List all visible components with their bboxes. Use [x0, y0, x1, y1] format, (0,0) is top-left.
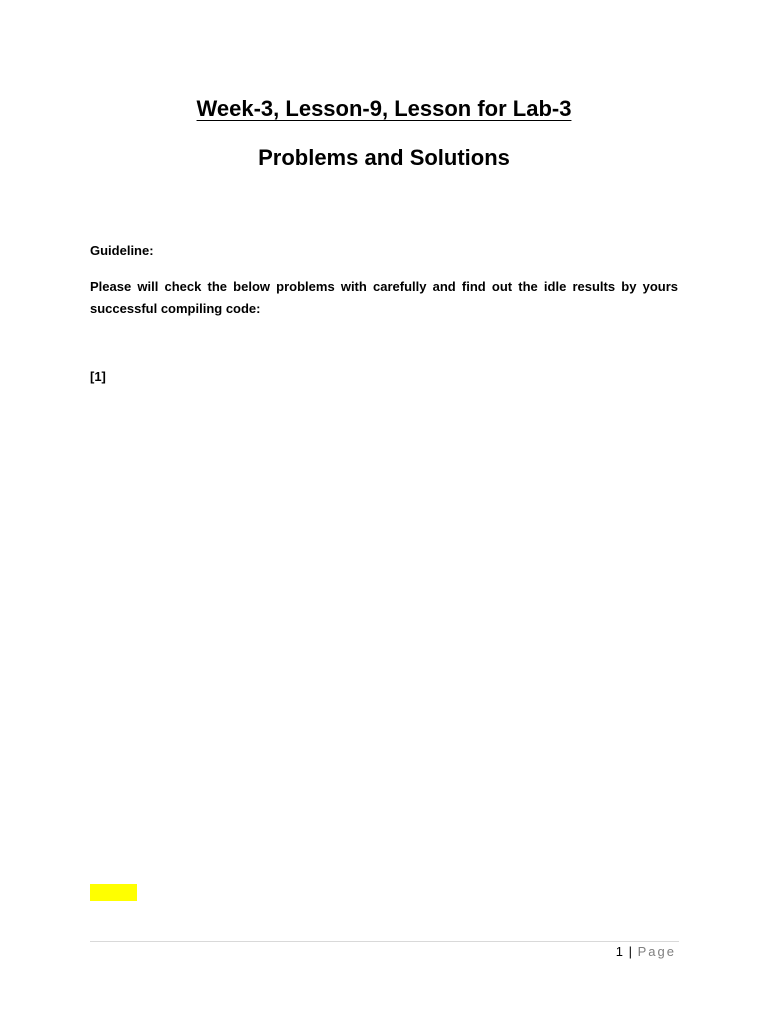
problem-number: [1] [90, 369, 106, 384]
highlight-mark [90, 884, 137, 901]
guideline-paragraph: Please will check the below problems with carefully and find out the idle results by yours successful compiling code: [90, 279, 678, 316]
document-subtitle: Problems and Solutions [258, 145, 510, 170]
page-footer [616, 943, 676, 961]
document-title-text: Week-3, Lesson-9, Lesson for Lab-3 [196, 96, 572, 121]
footer-divider [90, 941, 679, 942]
footer-page-word: Page [637, 944, 676, 959]
guideline-label: Guideline: [90, 243, 154, 258]
document-title [0, 94, 768, 124]
footer-page-number: 1 [615, 944, 623, 959]
footer-separator: | [628, 944, 632, 959]
